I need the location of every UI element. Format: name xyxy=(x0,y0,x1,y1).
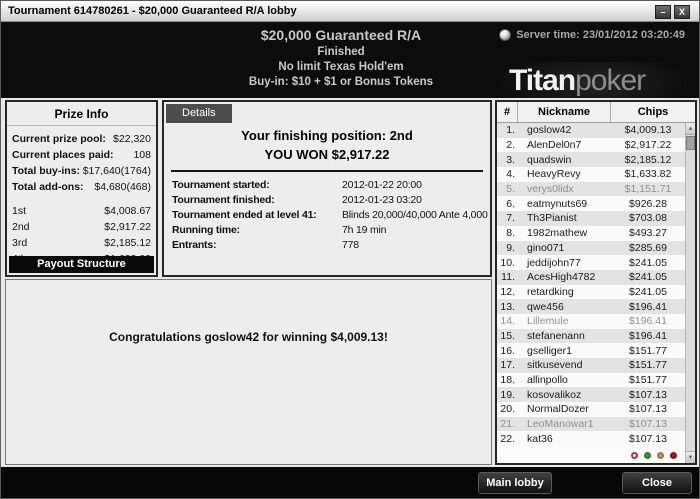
player-rank: 13. xyxy=(500,300,515,313)
player-chips: $196.41 xyxy=(629,315,667,328)
details-panel xyxy=(162,100,492,277)
details-value: 7h 19 min xyxy=(342,224,387,236)
game-type: No limit Texas Hold'em xyxy=(278,61,404,73)
tab-details[interactable]: Details xyxy=(166,104,232,123)
player-rank: 2. xyxy=(506,139,515,152)
prize-stat-value: $22,320 xyxy=(113,133,151,145)
player-chips: $2,185.12 xyxy=(624,153,672,166)
window-controls xyxy=(655,5,690,19)
prize-stat-row xyxy=(7,163,156,179)
prize-stat-row xyxy=(7,179,156,195)
player-rank: 19. xyxy=(500,388,515,401)
table-row[interactable] xyxy=(497,343,685,358)
details-value: Blinds 20,000/40,000 Ante 4,000 xyxy=(342,209,488,221)
details-value: 2012-01-22 20:00 xyxy=(342,179,422,191)
player-chips: $2,917.22 xyxy=(624,139,672,152)
player-nickname: eatmynuts69 xyxy=(527,197,588,210)
table-row[interactable] xyxy=(497,417,685,432)
status-dot-icon xyxy=(631,452,638,459)
tournament-header xyxy=(1,22,699,98)
prize-stat-value: 108 xyxy=(133,149,151,161)
minimize-icon[interactable]: – xyxy=(655,5,671,19)
player-nickname: Th3Pianist xyxy=(527,212,577,225)
payout-row xyxy=(7,203,156,219)
table-row[interactable] xyxy=(497,152,685,167)
details-rows xyxy=(164,179,490,254)
player-chips: $196.41 xyxy=(629,300,667,313)
prize-stat-label: Current places paid: xyxy=(12,149,114,161)
scroll-up-icon[interactable]: ▲ xyxy=(686,123,695,135)
status-dot-icon xyxy=(657,452,664,459)
player-chips: $107.13 xyxy=(629,388,667,401)
player-rank: 5. xyxy=(506,183,515,196)
player-nickname: AlenDel0n7 xyxy=(527,139,582,152)
player-chips: $285.69 xyxy=(629,241,667,254)
player-nickname: AcesHigh4782 xyxy=(527,271,596,284)
player-nickname: 1982mathew xyxy=(527,227,588,240)
message-panel xyxy=(5,279,492,465)
payout-amount: $4,008.67 xyxy=(104,205,151,217)
details-label: Running time: xyxy=(172,224,240,236)
details-label: Tournament finished: xyxy=(172,194,275,206)
player-rank: 9. xyxy=(506,241,515,254)
table-row[interactable] xyxy=(497,387,685,402)
player-rank: 3. xyxy=(506,153,515,166)
table-row[interactable] xyxy=(497,255,685,270)
scrollbar-thumb[interactable] xyxy=(686,136,695,150)
table-row[interactable] xyxy=(497,196,685,211)
prize-stat-label: Total buy-ins: xyxy=(12,165,81,177)
player-chips: $703.08 xyxy=(629,212,667,225)
window-title: Tournament 614780261 - $20,000 Guaranteed R/A lobby xyxy=(8,5,297,17)
table-row[interactable] xyxy=(497,211,685,226)
players-table-panel xyxy=(495,100,697,465)
server-time-label: Server time: 23/01/2012 03:20:49 xyxy=(516,29,685,41)
player-nickname: gselliger1 xyxy=(527,344,572,357)
details-row xyxy=(164,179,490,194)
player-rank: 11. xyxy=(501,271,515,284)
table-row[interactable] xyxy=(497,226,685,241)
prize-stats-list xyxy=(7,126,156,195)
details-label: Tournament ended at level 41: xyxy=(172,209,317,221)
table-row[interactable] xyxy=(497,138,685,153)
player-rank: 1. xyxy=(506,124,515,137)
table-row[interactable] xyxy=(497,314,685,329)
player-nickname: stefanenann xyxy=(527,329,585,342)
player-nickname: Lillemule xyxy=(527,315,569,328)
prize-stat-row xyxy=(7,131,156,147)
table-row[interactable] xyxy=(497,299,685,314)
details-row xyxy=(164,209,490,224)
logo-poker-text: poker xyxy=(575,64,646,97)
details-row xyxy=(164,224,490,239)
table-row[interactable] xyxy=(497,167,685,182)
player-nickname: verys0lidx xyxy=(527,183,574,196)
player-nickname: LeoManowar1 xyxy=(527,418,594,431)
table-row[interactable] xyxy=(497,358,685,373)
player-chips: $151.77 xyxy=(629,374,667,387)
player-chips: $241.05 xyxy=(629,285,667,298)
player-rank: 4. xyxy=(506,168,515,181)
player-nickname: sitkusevend xyxy=(527,359,583,372)
payout-amount: $2,185.12 xyxy=(104,237,151,249)
prize-info-panel xyxy=(5,100,158,277)
player-chips: $241.05 xyxy=(629,271,667,284)
status-dot-icon xyxy=(670,452,677,459)
lobby-content xyxy=(1,98,699,469)
payout-row xyxy=(7,235,156,251)
player-chips: $107.13 xyxy=(629,432,667,445)
player-rank: 21. xyxy=(500,418,515,431)
players-table-body xyxy=(497,123,685,447)
player-nickname: HeavyRevy xyxy=(527,168,581,181)
prize-stat-value: $4,680(468) xyxy=(94,181,151,193)
player-chips: $241.05 xyxy=(629,256,667,269)
player-nickname: quadswin xyxy=(527,153,572,166)
tournament-name: $20,000 Guaranteed R/A xyxy=(260,27,422,43)
prize-stat-row xyxy=(7,147,156,163)
player-chips: $1,151.71 xyxy=(624,183,672,196)
payout-row xyxy=(7,219,156,235)
player-chips: $1,633.82 xyxy=(624,168,672,181)
player-rank: 15. xyxy=(500,329,515,342)
details-value: 778 xyxy=(342,239,359,251)
prize-stat-value: $17,640(1764) xyxy=(82,165,151,177)
player-rank: 22. xyxy=(500,432,515,445)
details-label: Tournament started: xyxy=(172,179,270,191)
status-dot-icon xyxy=(644,452,651,459)
prize-stat-label: Total add-ons: xyxy=(12,181,84,193)
column-header-rank[interactable]: # xyxy=(497,102,518,122)
table-row[interactable] xyxy=(497,241,685,256)
player-rank: 14. xyxy=(500,315,515,328)
player-nickname: NormalDozer xyxy=(527,403,589,416)
player-nickname: retardking xyxy=(527,285,574,298)
player-chips: $493.27 xyxy=(629,227,667,240)
player-rank: 17. xyxy=(500,359,515,372)
details-row xyxy=(164,239,490,254)
main-lobby-button[interactable]: Main lobby xyxy=(478,472,552,494)
table-row[interactable] xyxy=(497,329,685,344)
player-rank: 16. xyxy=(500,344,515,357)
details-label: Entrants: xyxy=(172,239,217,251)
title-bar xyxy=(1,1,699,22)
player-nickname: gino071 xyxy=(527,241,565,254)
player-rank: 12. xyxy=(500,285,515,298)
player-nickname: goslow42 xyxy=(527,124,572,137)
player-rank: 18. xyxy=(500,374,515,387)
table-row[interactable] xyxy=(497,270,685,285)
table-row[interactable] xyxy=(497,373,685,388)
prize-info-title: Prize Info xyxy=(7,102,156,126)
table-row[interactable] xyxy=(497,402,685,417)
player-nickname: jeddijohn77 xyxy=(527,256,581,269)
congratulations-message: Congratulations goslow42 for winning $4,009.13! xyxy=(109,330,388,344)
scroll-down-icon[interactable]: ▼ xyxy=(686,451,695,463)
player-chips: $107.13 xyxy=(629,403,667,416)
table-row[interactable] xyxy=(497,285,685,300)
player-chips: $926.28 xyxy=(629,197,667,210)
player-chips: $107.13 xyxy=(629,418,667,431)
payout-place: 3rd xyxy=(12,237,28,249)
player-nickname: kosovalikoz xyxy=(527,388,582,401)
player-chips: $151.77 xyxy=(629,359,667,372)
table-scrollbar[interactable] xyxy=(685,123,695,463)
table-row[interactable] xyxy=(497,182,685,197)
tournament-status: Finished xyxy=(317,46,365,58)
payout-place: 2nd xyxy=(12,221,30,233)
payout-structure-button[interactable]: Payout Structure xyxy=(9,256,154,273)
player-chips: $4,009.13 xyxy=(624,124,672,137)
close-icon[interactable]: X xyxy=(674,5,690,19)
player-rank: 7. xyxy=(506,212,515,225)
tournament-summary xyxy=(141,27,541,90)
player-status-legend xyxy=(497,447,685,463)
player-rank: 10. xyxy=(500,256,515,269)
player-rank: 8. xyxy=(506,227,515,240)
details-row xyxy=(164,194,490,209)
column-header-chips[interactable]: Chips xyxy=(637,106,669,118)
player-nickname: kat36 xyxy=(527,432,553,445)
close-button[interactable]: Close xyxy=(622,472,692,494)
players-table-header xyxy=(497,102,695,123)
prize-stat-label: Current prize pool: xyxy=(12,133,106,145)
player-nickname: qwe456 xyxy=(527,300,564,313)
footer-bar xyxy=(1,467,699,498)
finishing-position: Your finishing position: 2nd xyxy=(241,128,413,143)
player-chips: $151.77 xyxy=(629,344,667,357)
player-chips: $196.41 xyxy=(629,329,667,342)
details-value: 2012-01-23 03:20 xyxy=(342,194,422,206)
server-time xyxy=(499,29,685,41)
payout-place: 1st xyxy=(12,205,27,217)
table-row[interactable] xyxy=(497,123,685,138)
player-rank: 6. xyxy=(506,197,515,210)
buyin-info: Buy-in: $10 + $1 or Bonus Tokens xyxy=(248,76,434,88)
won-amount: YOU WON $2,917.22 xyxy=(264,147,390,162)
player-rank: 20. xyxy=(500,403,515,416)
clock-icon xyxy=(499,29,511,41)
payout-amount: $2,917.22 xyxy=(104,221,151,233)
player-nickname: allinpollo xyxy=(527,374,568,387)
details-divider xyxy=(171,170,483,172)
column-header-nickname[interactable]: Nickname xyxy=(518,102,611,122)
table-row[interactable] xyxy=(497,431,685,446)
logo-titan-text: Titan xyxy=(509,64,576,97)
